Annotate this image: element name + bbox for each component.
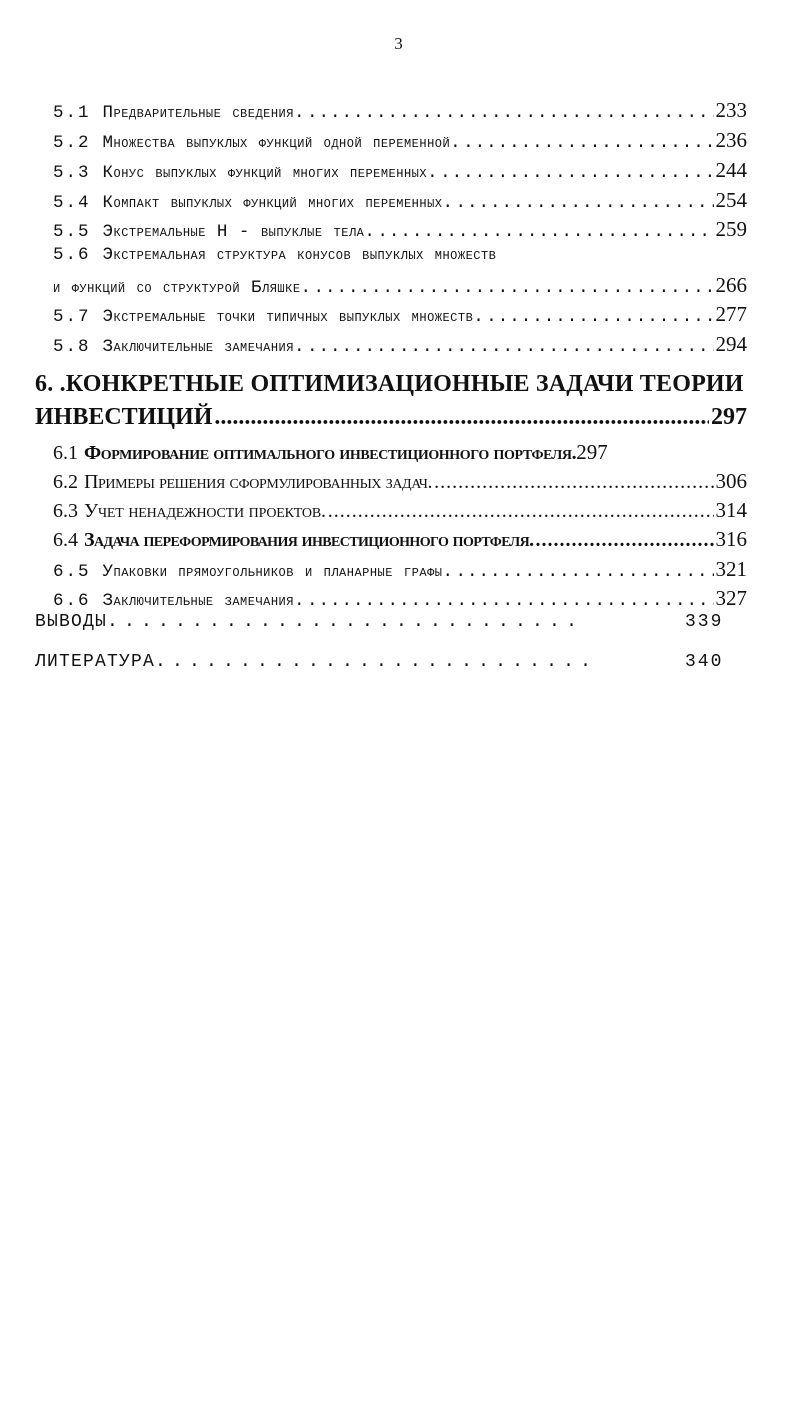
entry-number: 5.2 <box>53 133 91 153</box>
entry-title: Предварительные сведения. <box>102 103 305 123</box>
entry-number: 5.5 <box>53 222 91 242</box>
conclusions-page: 339 <box>685 612 724 632</box>
entry-page: 321 <box>715 557 747 581</box>
toc-entry-6-5[interactable] <box>53 557 747 582</box>
entry-number: 6.3 <box>53 500 78 522</box>
entry-page: 306 <box>715 469 747 493</box>
entry-number: 5.1 <box>53 103 91 123</box>
toc-entry-5-6-line1[interactable] <box>53 245 747 265</box>
dot-leader <box>377 222 713 242</box>
entry-page: 244 <box>715 158 747 182</box>
entry-page: 259 <box>715 217 747 241</box>
page-number: 3 <box>394 34 403 53</box>
toc-entry-5-3[interactable] <box>53 158 747 183</box>
toc-entry-5-1[interactable] <box>53 98 747 123</box>
entry-page: 233 <box>715 98 747 122</box>
dot-leader <box>307 103 714 123</box>
toc-entry-references[interactable] <box>35 652 747 672</box>
entry-title: Учет ненадежности проектов. <box>84 500 326 522</box>
entry-number: 5.4 <box>53 193 91 213</box>
entry-title: Конус выпуклых функций многих переменных. <box>102 163 439 183</box>
entry-title: Примеры решения сформулированных задач. <box>84 471 433 493</box>
conclusions-label: ВЫВОДЫ <box>35 612 108 632</box>
entry-page: 297 <box>576 440 608 464</box>
dot-leader <box>214 401 709 434</box>
dot-leader <box>455 562 713 582</box>
toc-entry-5-8[interactable] <box>53 332 747 357</box>
entry-number: 5.3 <box>53 163 91 183</box>
toc-entry-5-7[interactable] <box>53 302 747 327</box>
toc-entry-5-4[interactable] <box>53 188 747 213</box>
chapter-title-line1: 6. .КОНКРЕТНЫЕ ОПТИМИЗАЦИОННЫЕ ЗАДАЧИ ТЕОРИИ <box>35 371 744 397</box>
dot-leader <box>307 591 714 611</box>
entry-number: 6.1 <box>53 442 78 464</box>
entry-title: Заключительные замечания. <box>102 337 305 357</box>
toc-entry-6-4[interactable] <box>53 527 747 552</box>
dot-leader <box>486 307 713 327</box>
entry-page: 314 <box>715 498 747 522</box>
entry-page: 236 <box>715 128 747 152</box>
entry-title: Экстремальные точки типичных выпуклых множеств. <box>102 307 485 327</box>
toc-entry-6-1[interactable] <box>53 440 767 465</box>
chapter-title-line2: ИНВЕСТИЦИЙ <box>35 404 213 430</box>
toc-entry-conclusions[interactable] <box>35 612 747 632</box>
dot-leader <box>455 193 713 213</box>
entry-title: Экстремальные Н - выпуклые тела. <box>102 222 376 242</box>
entry-page: 266 <box>715 273 747 297</box>
entry-number: 6.4 <box>53 529 78 551</box>
toc-entry-6-6[interactable] <box>53 586 747 611</box>
dot-leader <box>536 529 714 552</box>
entry-title: Задача переформирования инвестиционного портфеля. <box>84 529 534 551</box>
dot-leader <box>434 471 713 494</box>
entry-title: Множества выпуклых функций одной переменной. <box>102 133 462 153</box>
chapter-page: 297 <box>711 404 747 430</box>
entry-title: Компакт выпуклых функций многих переменных. <box>102 193 454 213</box>
dot-leader <box>314 278 714 298</box>
chapter-6-heading[interactable] <box>35 368 747 434</box>
dot-leader: ............................ <box>107 612 584 632</box>
entry-page: 254 <box>715 188 747 212</box>
references-label: ЛИТЕРАТУРА <box>35 652 156 672</box>
dot-leader <box>328 500 714 523</box>
entry-number: 6.2 <box>53 471 78 493</box>
entry-title: Формирование оптимального инвестиционного портфеля. <box>84 442 577 464</box>
dot-leader: .......................... <box>155 652 598 672</box>
toc-entry-6-3[interactable] <box>53 498 747 523</box>
entry-title-line1: Экстремальная структура конусов выпуклых множеств <box>102 245 497 265</box>
entry-number: 5.7 <box>53 307 91 327</box>
entry-number: 5.8 <box>53 337 91 357</box>
toc-entry-5-5[interactable] <box>53 217 747 242</box>
entry-number: 5.6 <box>53 245 91 265</box>
references-page: 340 <box>685 652 724 672</box>
entry-page: 294 <box>715 332 747 356</box>
dot-leader <box>307 337 714 357</box>
entry-title: Заключительные замечания. <box>102 591 305 611</box>
entry-page: 277 <box>715 302 747 326</box>
entry-page: 327 <box>715 586 747 610</box>
toc-entry-5-6-line2[interactable] <box>53 273 747 298</box>
entry-page: 316 <box>715 527 747 551</box>
dot-leader <box>463 133 713 153</box>
dot-leader <box>440 163 713 183</box>
toc-entry-6-2[interactable] <box>53 469 747 494</box>
entry-title: Упаковки прямоугольников и планарные графы. <box>102 562 454 582</box>
entry-title-line2: и функций со структурой Бляшке. <box>53 278 312 298</box>
entry-number: 6.5 <box>53 562 91 582</box>
entry-number: 6.6 <box>53 591 91 611</box>
toc-entry-5-2[interactable] <box>53 128 747 153</box>
